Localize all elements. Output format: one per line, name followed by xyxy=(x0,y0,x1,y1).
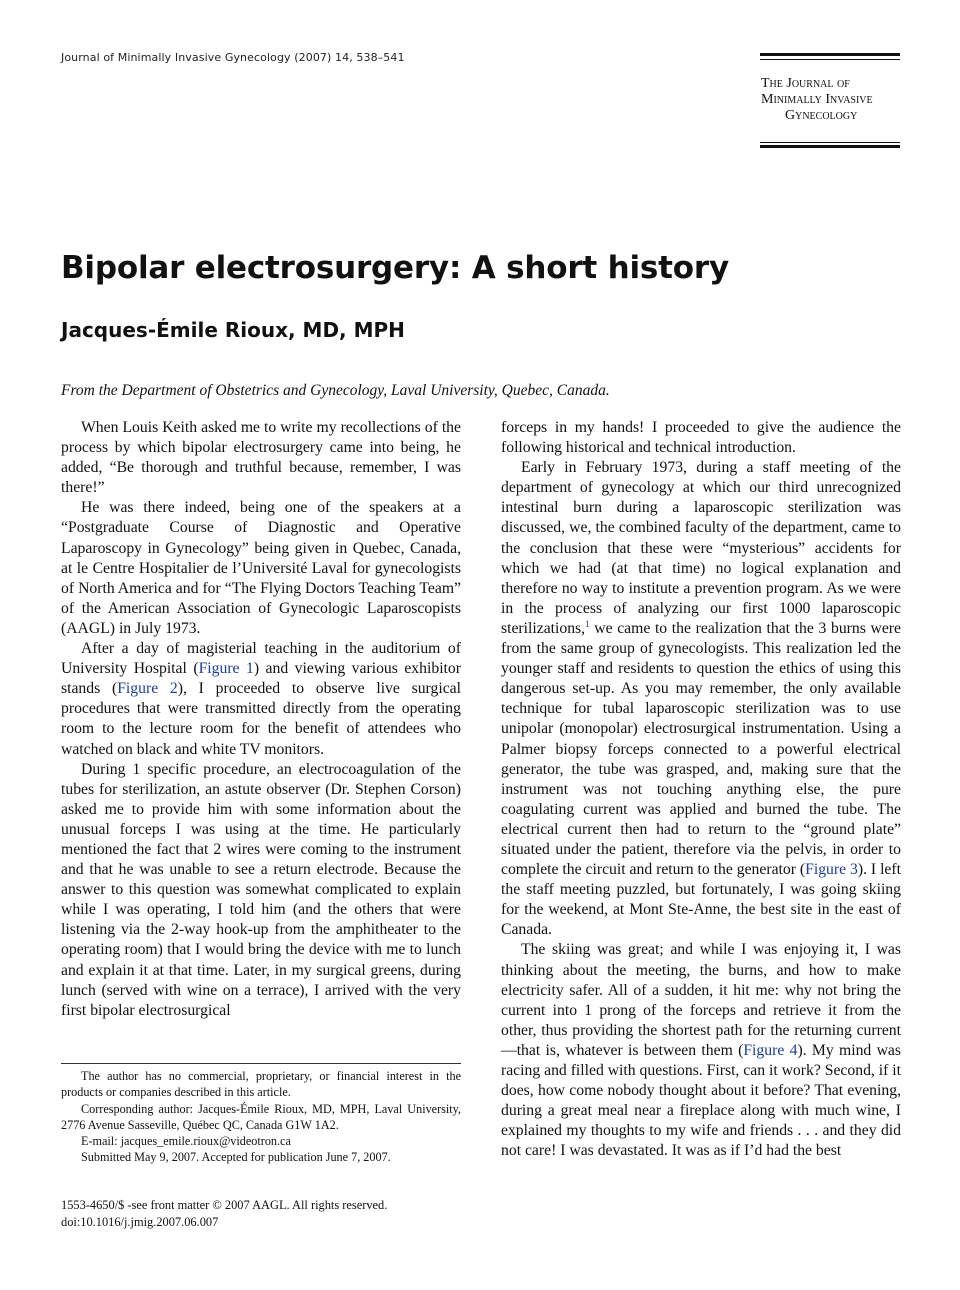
figure-1-link[interactable]: Figure 1 xyxy=(198,660,254,678)
article-title: Bipolar electrosurgery: A short history xyxy=(61,250,729,286)
footnote-corresponding-author: Corresponding author: Jacques-Émile Rioux, MD, MPH, Laval University, 2776 Avenue Sasseville, Québec QC, Canada G1W 1A2. xyxy=(61,1101,461,1132)
text-run: ) and viewing various exhibitor stands ( xyxy=(61,660,461,698)
issn-copyright: 1553-4650/$ -see front matter © 2007 AAGL. All rights reserved. xyxy=(61,1198,388,1212)
body-column-left xyxy=(61,418,461,1021)
text-run: After a day of magisterial teaching in the auditorium of University Hospital ( xyxy=(61,640,461,678)
doi: doi:10.1016/j.jmig.2007.06.007 xyxy=(61,1215,219,1229)
text-run: ). My mind was racing and filled with questions. First, can it work? Second, if it does, how come nobody thought about it before? That evening, during a great meal near a fireplace along with much wine, I explained my thoughts to my wife and friends . . . and they did not care! I was devastated. It was as if I’d had the best xyxy=(501,1041,901,1160)
logo-line-3: Gynecology xyxy=(785,108,858,123)
footnote-email: E-mail: jacques_emile.rioux@videotron.ca xyxy=(81,1134,291,1149)
footnote-divider xyxy=(61,1063,461,1064)
figure-2-link[interactable]: Figure 2 xyxy=(117,680,178,698)
paragraph: forceps in my hands! I proceeded to give the audience the following historical and technical introduction. xyxy=(501,419,901,457)
paragraph: When Louis Keith asked me to write my recollections of the process by which bipolar electrosurgery came into being, he added, “Be thorough and truthful because, remember, I was there!” xyxy=(61,419,461,497)
logo-line-1: The Journal of xyxy=(761,76,850,91)
logo-top-rule xyxy=(760,53,900,56)
reference-1-link[interactable]: 1 xyxy=(585,618,590,629)
paragraph xyxy=(501,458,901,940)
logo-bottom-rule xyxy=(760,145,900,148)
logo-line-2: Minimally Invasive xyxy=(761,92,873,107)
figure-4-link[interactable]: Figure 4 xyxy=(743,1041,798,1059)
footnote-submission-dates: Submitted May 9, 2007. Accepted for publication June 7, 2007. xyxy=(81,1150,391,1165)
paragraph: He was there indeed, being one of the speakers at a “Postgraduate Course of Diagnostic and Operative Laparoscopy in Gynecology” being given in Quebec, Canada, at le Centre Hospitalier de l’Université Laval for gynecologists of North America and for “The Flying Doctors Teaching Team” of the American Association of Gynecologic Laparoscopists (AAGL) in July 1973. xyxy=(61,499,461,637)
footnote-disclosure: The author has no commercial, proprietary, or financial interest in the products or companies described in this article. xyxy=(61,1069,461,1100)
figure-3-link[interactable]: Figure 3 xyxy=(805,861,858,879)
text-run: ), I proceeded to observe live surgical procedures that were transmitted directly from the operating room to the lecture room for the benefit of attendees who watched on black and white TV monitors. xyxy=(61,680,461,758)
logo-bottom-thin-rule xyxy=(760,142,900,143)
text-run: The skiing was great; and while I was enjoying it, I was thinking about the meeting, the burns, and how to make electricity safer. All of a sudden, it hit me: why not bring the current into 1 prong of the forceps and retrieve it from the other, thus providing the shortest path for the returning current—that is, whatever is between them ( xyxy=(501,941,901,1059)
paragraph: During 1 specific procedure, an electrocoagulation of the tubes for sterilization, an astute observer (Dr. Stephen Corson) asked me to provide him with some information about the unusual forceps I was using at the time. He particularly mentioned the fact that 2 wires were coming to the instrument and that he was unable to see a return electrode. Because the answer to this question was somewhat complicated to explain while I was operating, I told him (and the others that were listening via the 2-way hook-up from the amphitheater to the operating room) that I would bring the device with me to lunch and explain it at that time. Later, in my surgical greens, during lunch (served with wine on a terrace), I arrived with the very first bipolar electrosurgical xyxy=(61,760,461,1019)
text-run: ). I left the staff meeting puzzled, but fortunately, I was going skiing for the weekend, at Mont Ste-Anne, the best site in the east of Canada. xyxy=(501,861,901,939)
paragraph xyxy=(61,639,461,760)
footnotes xyxy=(61,1068,461,1166)
paragraph xyxy=(501,940,901,1161)
article-author: Jacques-Émile Rioux, MD, MPH xyxy=(61,318,405,342)
text-run: Early in February 1973, during a staff meeting of the department of gynecology at which our third unrecognized intestinal burn during a laparoscopic sterilization was discussed, we, the combined faculty of the department, came to the conclusion that these were “mysterious” accidents for which we had (at that time) no logical explanation and therefore no way to institute a prevention program. As we were in the process of analyzing our first 1000 laparoscopic sterilizations, xyxy=(501,459,901,637)
front-matter xyxy=(61,1197,387,1231)
journal-citation: Journal of Minimally Invasive Gynecology (2007) 14, 538–541 xyxy=(61,51,405,64)
author-affiliation: From the Department of Obstetrics and Gynecology, Laval University, Quebec, Canada. xyxy=(61,382,610,399)
body-column-right xyxy=(501,418,901,1161)
logo-top-thin-rule xyxy=(760,59,900,60)
text-run: we came to the realization that the 3 burns were from the same group of gynecologists. This realization led the younger staff and residents to question the ethics of using this dangerous set-up. As you may remember, the only available technique for tubal laparoscopic sterilization was to use unipolar (monopolar) electrosurgical instrumentation. Using a Palmer biopsy forceps connected to a powerful electrical generator, the tube was grasped, and, making sure that the instrument was not touching anything else, the pure coagulating current was applied and burned the tube. The electrical current then had to return to the “ground plate” situated under the patient, therefore via the pelvis, in order to complete the circuit and return to the generator ( xyxy=(501,619,901,879)
journal-logo xyxy=(760,53,900,151)
